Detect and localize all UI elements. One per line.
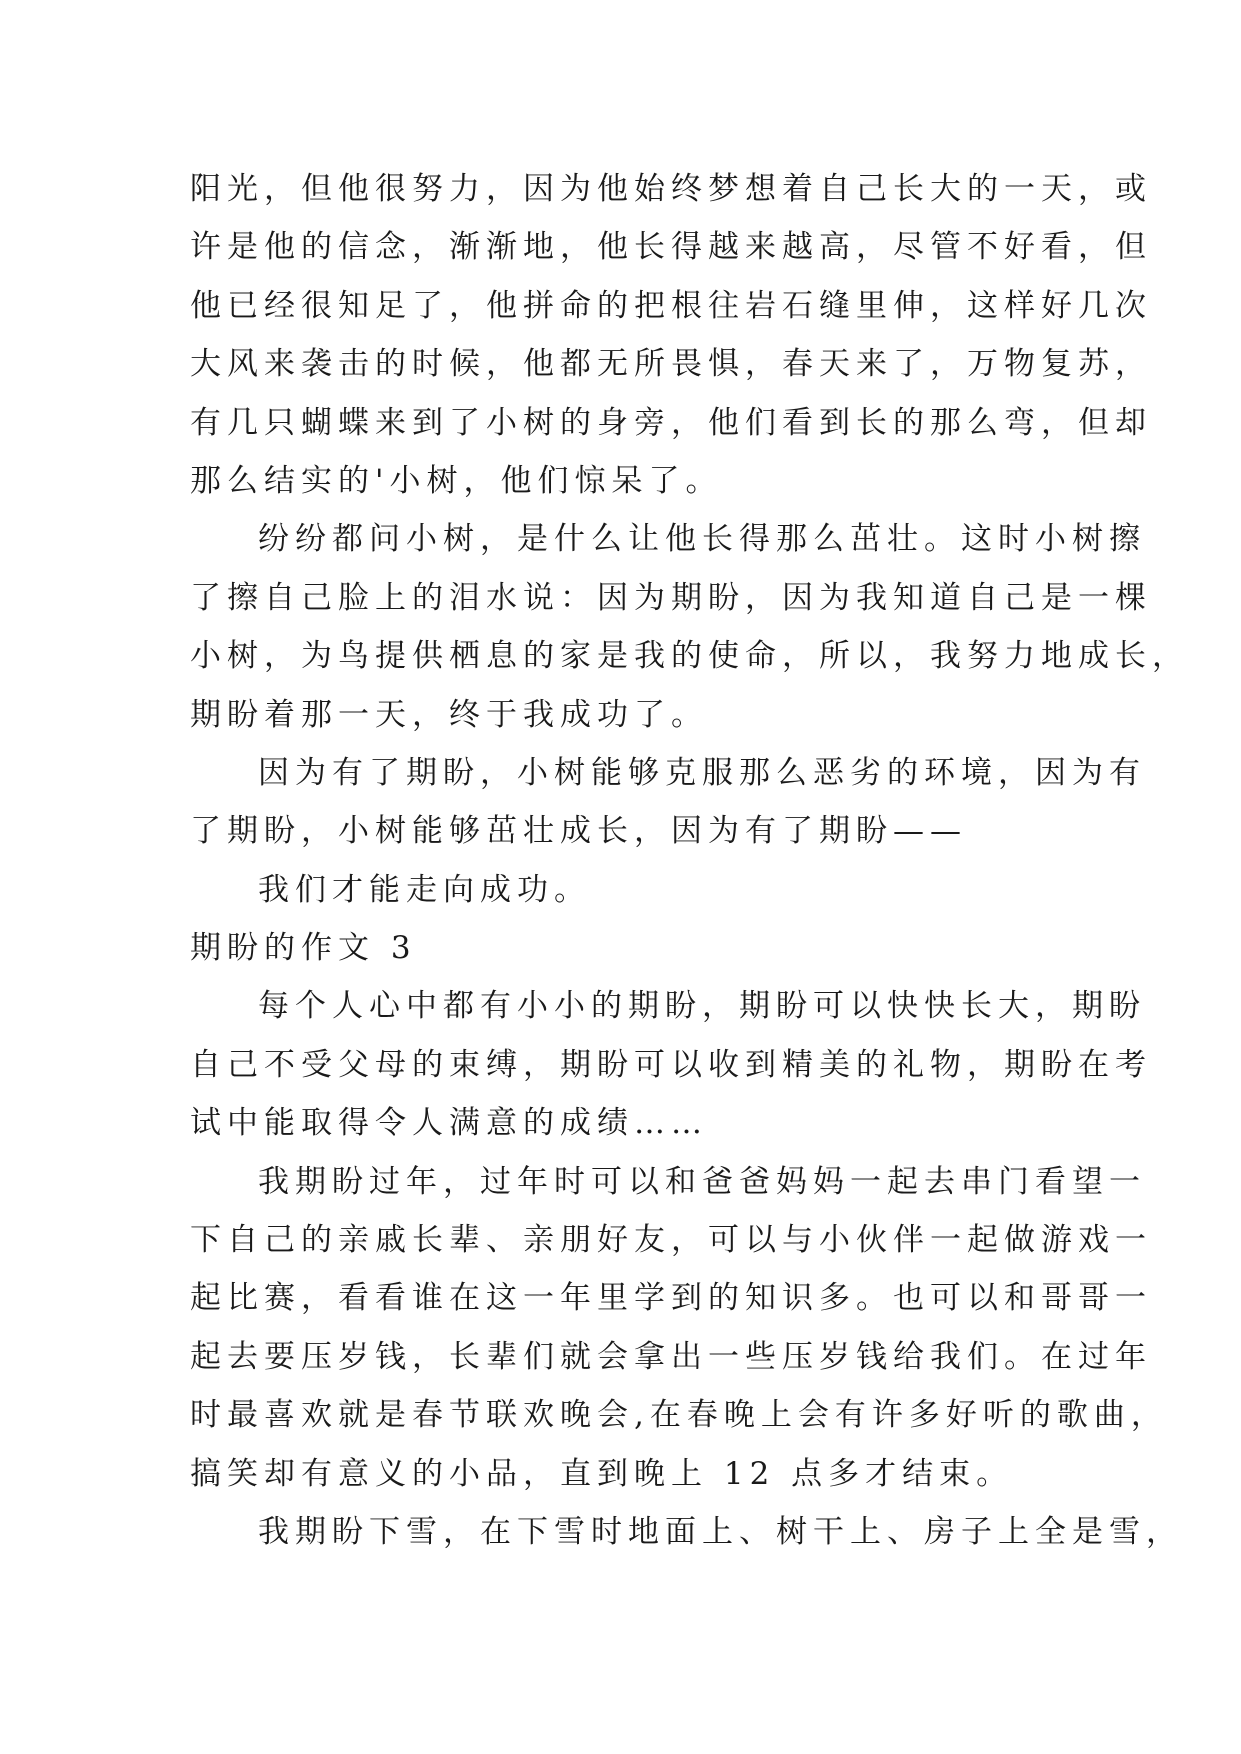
text-line: 自己不受父母的束缚，期盼可以收到精美的礼物，期盼在考 <box>190 1046 1152 1083</box>
text-line: 他已经很知足了，他拼命的把根往岩石缝里伸，这样好几次 <box>190 287 1152 324</box>
text-line: 期盼着那一天，终于我成功了。 <box>190 696 708 733</box>
text-line: 了擦自己脸上的泪水说：因为期盼，因为我知道自己是一棵 <box>190 579 1152 616</box>
text-line: 每个人心中都有小小的期盼，期盼可以快快长大，期盼 <box>258 988 1146 1025</box>
text-line: 许是他的信念，渐渐地，他长得越来越高，尽管不好看，但 <box>190 229 1152 266</box>
text-line: 纷纷都问小树，是什么让他长得那么茁壮。这时小树擦 <box>258 521 1146 558</box>
text-line: 阳光，但他很努力，因为他始终梦想着自己长大的一天，或 <box>190 171 1152 207</box>
text-line: 大风来袭击的时候，他都无所畏惧，春天来了，万物复苏， <box>190 346 1152 383</box>
text-line: 起比赛，看看谁在这一年里学到的知识多。也可以和哥哥一 <box>190 1280 1152 1317</box>
text-line: 小树，为鸟提供栖息的家是我的使命，所以，我努力地成长， <box>190 638 1189 675</box>
text-line: 那么结实的'小树，他们惊呆了。 <box>190 462 723 499</box>
text-line: 因为有了期盼，小树能够克服那么恶劣的环境，因为有 <box>258 754 1146 791</box>
text-line: 试中能取得令人满意的成绩…… <box>190 1105 708 1142</box>
text-line: 我期盼过年，过年时可以和爸爸妈妈一起去串门看望一 <box>258 1163 1146 1200</box>
text-line: 搞笑却有意义的小品，直到晚上 12 点多才结束。 <box>190 1455 1014 1492</box>
text-line: 有几只蝴蝶来到了小树的身旁，他们看到长的那么弯，但却 <box>190 404 1152 441</box>
text-line: 我们才能走向成功。 <box>258 871 591 908</box>
text-line: 我期盼下雪，在下雪时地面上、树干上、房子上全是雪， <box>258 1513 1183 1550</box>
text-line: 了期盼，小树能够茁壮成长，因为有了期盼—— <box>190 813 967 850</box>
text-line: 下自己的亲戚长辈、亲朋好友，可以与小伙伴一起做游戏一 <box>190 1222 1152 1259</box>
text-line: 起去要压岁钱，长辈们就会拿出一些压岁钱给我们。在过年 <box>190 1338 1152 1375</box>
section-heading: 期盼的作文 3 <box>190 930 417 967</box>
essay-text <box>190 160 1189 1561</box>
text-line: 时最喜欢就是春节联欢晚会,在春晚上会有许多好听的歌曲， <box>190 1397 1168 1434</box>
